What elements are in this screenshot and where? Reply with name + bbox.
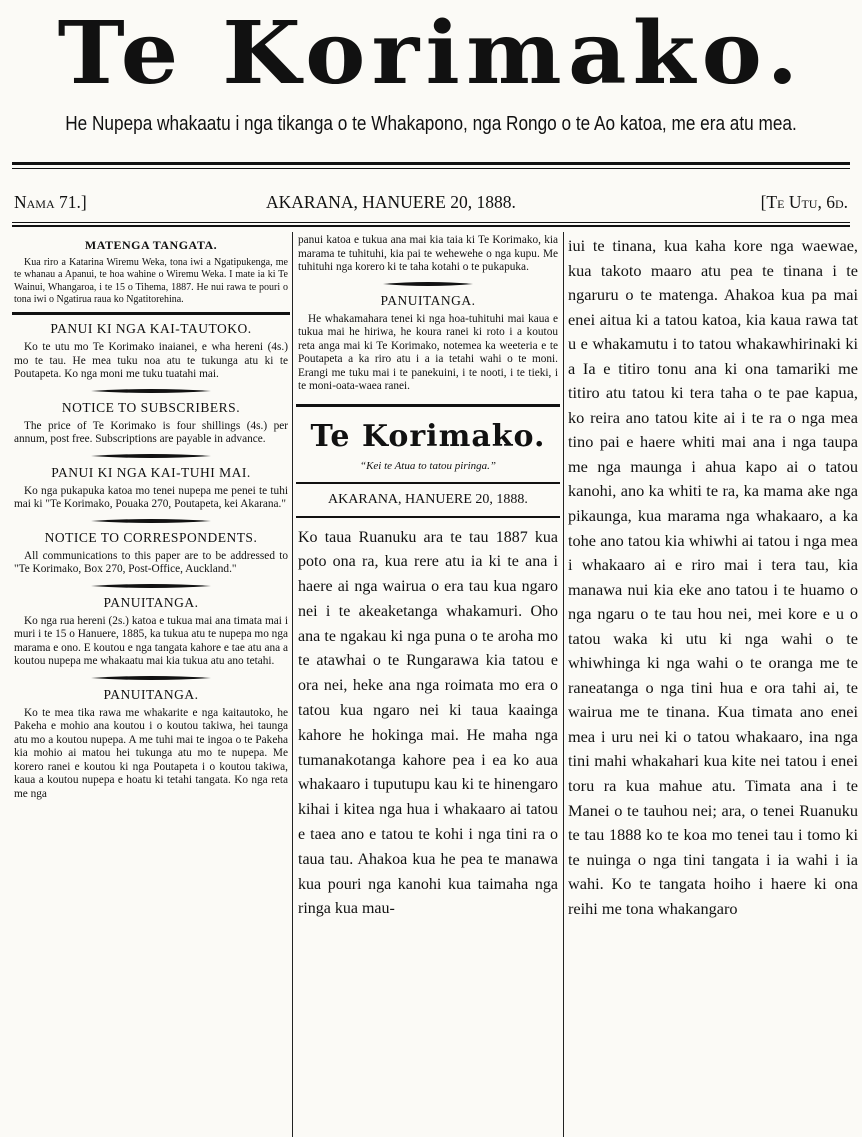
section-rule [12, 312, 290, 315]
panui-tuhi-text: Ko nga pukapuka katoa mo tenei nupepa me penei te tuhi mai ki "Te Korimako, Pouaka 270, Poutapeta, kei Akarana." [14, 484, 288, 511]
inner-date: AKARANA, HANUERE 20, 1888. [328, 491, 528, 507]
panui-tautoko-text: Ko te utu mo Te Korimako inaianei, e wha hereni (4s.) mo te tau. He mea tuku noa atu te tukunga atu ki te Poutapeta. Ko nga moni me tuku tuatahi mai. [14, 341, 288, 381]
masthead-title: Te Korimako. [57, 3, 805, 104]
section-rule [296, 482, 560, 484]
column-2 [296, 232, 560, 1137]
notice-subscribers-text: The price of Te Korimako is four shillings (4s.) per annum, post free. Subscriptions are payable in advance. [14, 419, 288, 446]
dateline-rule-thin [12, 222, 850, 223]
panui-tautoko-heading: PANUI KI NGA KAI-TAUTOKO. [50, 321, 252, 337]
masthead-subtitle: He Nupepa whakaatu i nga tikanga o te Whakapono, nga Rongo o te Ao katoa, me era atu mea. [65, 113, 797, 135]
column-divider-2 [563, 232, 564, 1137]
section-rule [296, 404, 560, 407]
panuitanga-1-heading: PANUITANGA. [103, 594, 199, 610]
panui-tuhi-heading: PANUI KI NGA KAI-TUHI MAI. [51, 464, 251, 480]
editorial-article: Ko taua Ruanuku ara te tau 1887 kua poto ona ra, kua rere atu ia ki te ana i haere ai nga wairua o era tau kua ngaro nei i te akeaketanga whakamuri. Oho ana te ngakau ki nga puna o te aroha mo te atawhai o te Rungarawa kia tatou e ora nei, heke ana nga roimata mo era o tatou kua ngaro nei ki taua kaainga kahore he hokinga mai. He maha nga tumanakotanga kahore pea i ea ko aua whakaaro i tuputupu kau ki te hinengaro kihai i kitea nga hua i whakaaro ai tatou e taea ano e tatou te kohi i nga tini ra o taua tau. Ahakoa kua he pea te manawa kua pouri nga kanohi kua taimaha nga ringa kua mau- [298, 528, 558, 918]
panuitanga-2-heading: PANUITANGA. [103, 686, 199, 702]
swell-rule [383, 281, 473, 287]
panuitanga-3-text: He whakamahara tenei ki nga hoa-tuhituhi mai kaua e tukua mai he hiriwa, he koura ranei ki roto i a koutou reta anga mai ki Te Korimako, notemea ka weeteria e te Poutapeta a ka riro atu i a ia tetahi wahi o te moni. Erangi me tuku mai i te panekuini, i te nooti, i te tieki, i te moni-oata-waea ranei. [298, 312, 558, 392]
editorial-article-continued: iui te tinana, kua kaha kore nga waewae, kua takoto maaro atu pea te tinana i te ngaruru o te matenga. Ahakoa kua pa mai enei aitua ki a tatou katoa, kia kaua rawa tat u e whakamutu i to tatou whakawhirinaki ki a Ia e titiro tonu ana ki ona tamariki me titiro atu tatou ki tera taha o te pae kapua, ko reira ano tatou kite ai i te ra o nga mea tino pai e haere whiti mai ana i nga taupa me nga maunga i ahua kapo ai o tatou kanohi, ano ka whiti te ra, ka mama ake nga pikaunga, kua marama nga whakaaro, a ka tohe ano tatou kia whiwhi ai tatou i nga mea i whakaaro ai e riro mai i tera tau, kia manawa nui kia eke ano tatou i te huamo o nga ngaru o te tau hou nei, mei kore e u o tatou waka ki utu ki nga wahi o te whiwhinga ki nga wahi o te oranga me te raneatanga o nga tini hua e ora tahi ai, te wairua me te tinana. Kua timata ano enei mea i uru nei ki o tatou whakaaro, ina nga tini mahi whakahari kua kite nei tatou i enei toru ra kua mahue atu. Timata ana i te Manei o te tauhou nei; ara, o tenei Ruanuku te tau 1888 ko te koa mo tenei tau i tomo ki te nuinga o nga tini tangata i ia wahi i ia wahi. Ko te tangata hoiho i haere ki ona reihi me tona whakangaro [568, 236, 858, 918]
section-rule [296, 516, 560, 518]
inner-title: Te Korimako. [310, 418, 546, 454]
obituary-text: Kua riro a Katarina Wiremu Weka, tona iwi a Ngatipukenga, me te whanau a Apanui, te hoa wahine o Wiremu Weka. I mate ia ki Te Wainui, Whangaroa, i te 15 o Tihema, 1887. He nui rawa te pouri o tona iwi o Ngatirua raua ko Ngatitorehina. [14, 257, 288, 305]
column-1 [12, 232, 290, 1137]
panuitanga-2-text: Ko te mea tika rawa me whakarite e nga kaitautoko, he Pakeha e mohio ana koutou i o koutou takiwa, hei taunga atu mo a koutou nupepa. A me tuhi mai te ingoa o te Pakeha kia mohio ai matou hei tukunga atu mo te nupepa. Me korero ranei e koutou ki nga Poutapeta i o koutou takiwa, kaua a koutou nupepa e hoatu ki tetahi tangata. Ko nga reta me nga [14, 706, 288, 800]
issue-price: [Te Utu, 6d. [760, 192, 848, 212]
masthead-rule-thin [12, 168, 850, 169]
masthead-rule-thick [12, 162, 850, 165]
notice-correspondents-text: All communications to this paper are to be addressed to "Te Korimako, Box 270, Post-Office, Auckland." [14, 549, 288, 576]
motto: “Kei te Atua to tatou piringa.” [359, 459, 497, 472]
column-divider-1 [292, 232, 293, 1137]
swell-rule [91, 518, 211, 524]
dateline-rule-thick [12, 225, 850, 227]
notice-subscribers-heading: NOTICE TO SUBSCRIBERS. [61, 399, 241, 415]
issue-date: AKARANA, HANUERE 20, 1888. [266, 192, 516, 212]
dateline [14, 188, 848, 216]
panuitanga-3-heading: PANUITANGA. [380, 292, 476, 308]
issue-number: Nama 71.] [14, 192, 87, 212]
swell-rule [91, 675, 211, 681]
swell-rule [91, 453, 211, 459]
swell-rule [91, 388, 211, 394]
swell-rule [91, 583, 211, 589]
notice-correspondents-heading: NOTICE TO CORRESPONDENTS. [44, 529, 258, 545]
column-3 [566, 232, 860, 1137]
continued-notice-text: panui katoa e tukua ana mai kia taia ki Te Korimako, kia marama te tuhituhi, kia pai te wehewehe o nga kupu. Me tuhituhi nga korero ki te taha kotahi o te pukapuka. [298, 234, 558, 273]
panuitanga-1-text: Ko nga rua hereni (2s.) katoa e tukua mai ana timata mai i muri i te 15 o Hanuere, 1885, ka tukua atu te nupepa mo nga marama e ono. E koutou e nga tangata kahore e tae atu ana a koutou nupepa me whakaatu mai kia tukua atu ano tetahi. [14, 614, 288, 668]
obituary-heading: MATENGA TANGATA. [84, 238, 218, 252]
